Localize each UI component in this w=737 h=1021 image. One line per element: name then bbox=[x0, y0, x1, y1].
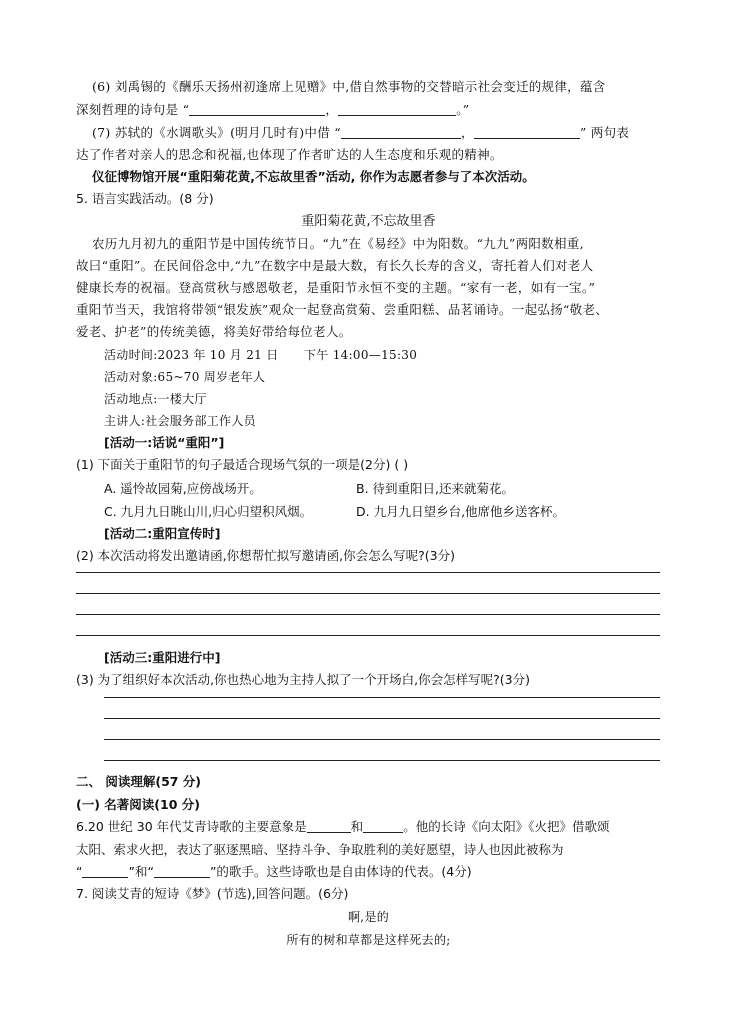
q6-reading-line3: “ ”和“ ”的歌手。这些诗歌也是自由体诗的代表。(4分) bbox=[76, 864, 472, 879]
q7-reading: 7. 阅读艾青的短诗《梦》(节选),回答问题。(6分) bbox=[76, 886, 349, 901]
passage-line: 故曰“重阳”。在民间俗念中,“九”在数字中是最大数，有长久长寿的含义，寄托着人们对老人 bbox=[76, 258, 594, 273]
q7-line1: (7) 苏轼的《水调歌头》(明月几时有)中借 “ ， ” 两句表 bbox=[92, 125, 630, 140]
answer-blank[interactable] bbox=[363, 820, 403, 833]
activity-time-range: 下午 14:00—15:30 bbox=[304, 348, 418, 362]
q6-reading-line2: 太阳、索求火把，表达了驱逐黑暗、坚持斗争、争取胜利的美好愿望，诗人也因此被称为 bbox=[76, 842, 564, 857]
activity-target: 活动对象:65~70 周岁老年人 bbox=[104, 370, 266, 384]
option-c: C. 九月九日眺山川,归心归望积风烟。 bbox=[104, 504, 313, 519]
answer-line[interactable] bbox=[76, 572, 660, 573]
activity-location: 活动地点:一楼大厅 bbox=[104, 392, 207, 406]
answer-blank[interactable] bbox=[338, 103, 456, 116]
q6-line2: 深刻哲理的诗句是 “ ， 。” bbox=[76, 102, 470, 117]
sub1-question: (1) 下面关于重阳节的句子最适合现场气氛的一项是(2分) ( ) bbox=[76, 457, 409, 472]
poem-line: 所有的树和草都是这样死去的; bbox=[286, 933, 451, 947]
answer-line[interactable] bbox=[104, 760, 660, 761]
part1-title: (一) 名著阅读(10 分) bbox=[76, 797, 200, 812]
passage-line: 健康长寿的祝福。登高赏秋与感恩敬老，是重阳节永恒不变的主题。“家有一老，如有一宝。” bbox=[76, 280, 596, 295]
q6-reading-line1: 6.20 世纪 30 年代艾青诗歌的主要意象是 和 。他的长诗《向太阳》《火把》借歌颂 bbox=[76, 819, 610, 834]
activity2-title: [活动二:重阳宣传时] bbox=[104, 526, 221, 541]
passage-title: 重阳菊花黄,不忘故里香 bbox=[301, 214, 436, 229]
answer-blank[interactable] bbox=[307, 820, 351, 833]
activity3-title: [活动三:重阳进行中] bbox=[104, 650, 221, 665]
answer-line[interactable] bbox=[76, 614, 660, 615]
activity-time: 活动时间:2023 年 10 月 21 日 bbox=[104, 348, 279, 362]
activity-intro: 仪征博物馆开展“重阳菊花黄,不忘故里香”活动, 你作为志愿者参与了本次活动。 bbox=[92, 169, 535, 184]
q6-line1: (6) 刘禹锡的《酬乐天扬州初逢席上见赠》中,借自然事物的交替暗示社会变迁的规律，蕴含 bbox=[92, 79, 606, 94]
answer-blank[interactable] bbox=[474, 126, 580, 139]
passage-line: 农历九月初九的重阳节是中国传统节日。“九”在《易经》中为阳数。“九九”两阳数相重, bbox=[92, 236, 584, 251]
answer-line[interactable] bbox=[104, 739, 660, 740]
answer-blank[interactable] bbox=[341, 126, 461, 139]
sub2-question: (2) 本次活动将发出邀请函,你想帮忙拟写邀请函,你会怎么写呢?(3分) bbox=[76, 548, 455, 563]
answer-line[interactable] bbox=[76, 635, 660, 636]
answer-line[interactable] bbox=[104, 718, 660, 719]
passage-line: 爱老、护老”的传统美德，将美好带给每位老人。 bbox=[76, 324, 352, 339]
answer-line[interactable] bbox=[104, 697, 660, 698]
answer-blank[interactable] bbox=[189, 103, 325, 116]
q5-heading: 5. 语言实践活动。(8 分) bbox=[76, 191, 214, 206]
sub3-question: (3) 为了组织好本次活动,你也热心地为主持人拟了一个开场白,你会怎样写呢?(3分) bbox=[76, 672, 530, 687]
option-d: D. 九月九日望乡台,他席他乡送客杯。 bbox=[356, 504, 566, 519]
answer-blank[interactable] bbox=[82, 865, 128, 878]
option-a: A. 遥怜故园菊,应傍战场开。 bbox=[104, 481, 262, 496]
answer-blank[interactable] bbox=[154, 865, 210, 878]
activity-host: 主讲人:社会服务部工作人员 bbox=[104, 414, 256, 428]
section2-title: 二、 阅读理解(57 分) bbox=[76, 774, 202, 789]
answer-line[interactable] bbox=[76, 593, 660, 594]
passage-line: 重阳节当天，我馆将带领“银发族”观众一起登高赏菊、尝重阳糕、品茗诵诗。一起弘扬“敬老、 bbox=[76, 302, 609, 317]
poem-line: 啊,是的 bbox=[347, 910, 389, 924]
option-b: B. 待到重阳日,还来就菊花。 bbox=[356, 481, 514, 496]
q7-line2: 达了作者对亲人的思念和祝福,也体现了作者旷达的人生态度和乐观的精神。 bbox=[76, 147, 503, 162]
activity1-title: [活动一:话说“重阳”] bbox=[104, 435, 225, 450]
